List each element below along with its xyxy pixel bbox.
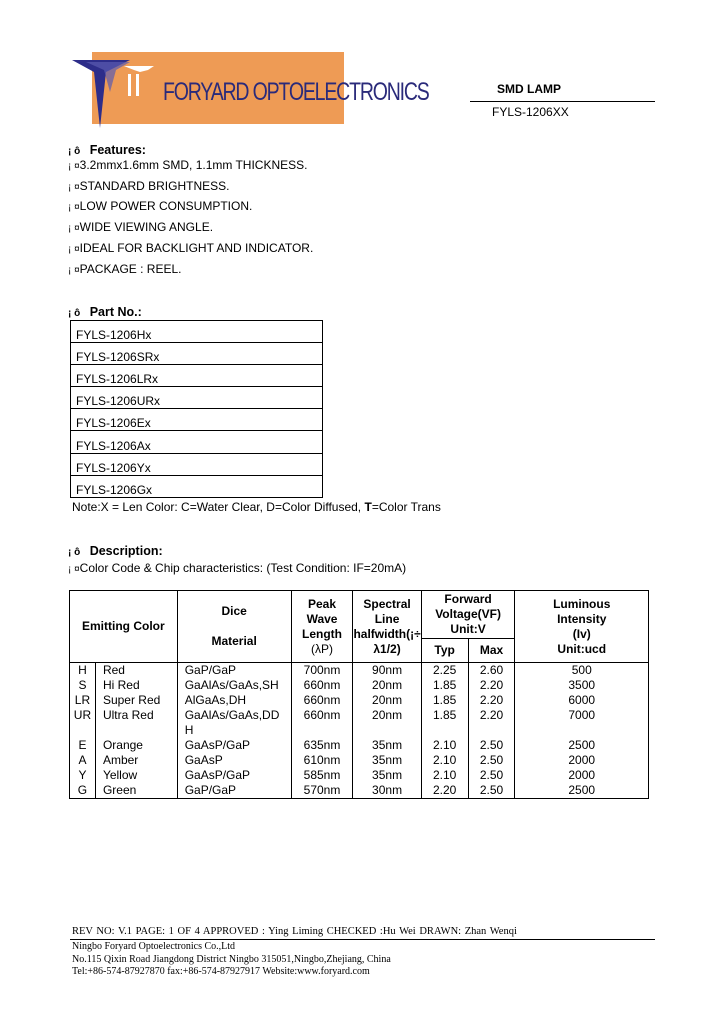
- table-row: [71, 387, 323, 409]
- luminous-intensity: 3500: [515, 678, 649, 693]
- peak-wavelength: 700nm: [291, 663, 353, 679]
- vf-max: 2.50: [468, 783, 515, 799]
- luminous-intensity: 2000: [515, 753, 649, 768]
- dice-material: GaAsP/GaP: [177, 738, 291, 753]
- spectral-halfwidth: 35nm: [353, 768, 421, 783]
- vf-typ: 2.20: [421, 783, 468, 799]
- part-number: FYLS-1206SRx: [71, 343, 323, 365]
- logo-emblem-blue: [72, 60, 130, 128]
- spectral-halfwidth: 20nm: [353, 708, 421, 738]
- vf-max: 2.50: [468, 738, 515, 753]
- revision-line: REV NO: V.1 PAGE: 1 OF 4 APPROVED : Ying Liming CHECKED :Hu Wei DRAWN: Zhan Wenqi: [72, 926, 517, 937]
- feature-item: ¡ ¤3.2mmx1.6mm SMD, 1.1mm THICKNESS.: [68, 158, 308, 172]
- company-name: FORYARD OPTOELECTRONICS: [163, 78, 429, 106]
- footer-divider: [70, 939, 655, 940]
- vf-max: 2.20: [468, 678, 515, 693]
- features-title: Features:: [89, 143, 146, 157]
- table-row: [71, 409, 323, 431]
- part-number-table: [70, 320, 323, 498]
- vf-max: 2.20: [468, 708, 515, 738]
- part-number: FYLS-1206Ax: [71, 431, 323, 453]
- luminous-intensity: 7000: [515, 708, 649, 738]
- feature-item: ¡ ¤WIDE VIEWING ANGLE.: [68, 220, 214, 234]
- part-number: FYLS-1206Ex: [71, 409, 323, 431]
- header-spectral: Spectral Line halfwidth(¡÷ λ1/2): [353, 591, 421, 663]
- header-emitting-color: Emitting Color: [70, 591, 178, 663]
- header-max: Max: [468, 639, 515, 663]
- footer-contact: Tel:+86-574-87927870 fax:+86-574-87927917 Website:www.foryard.com: [72, 966, 370, 977]
- footer-street: No.115 Qixin Road Jiangdong District Ningbo 315051,Ningbo,Zhejiang, China: [72, 953, 391, 965]
- table-header-row: [70, 591, 649, 639]
- luminous-intensity: 2500: [515, 738, 649, 753]
- color-name: Yellow: [95, 768, 177, 783]
- spectral-halfwidth: 20nm: [353, 678, 421, 693]
- logo-emblem-bar-2: [136, 74, 139, 96]
- table-row: [71, 321, 323, 343]
- lens-color-note: Note:X = Len Color: C=Water Clear, D=Color Diffused, T=Color Trans: [72, 500, 441, 514]
- peak-wavelength: 570nm: [291, 783, 353, 799]
- color-name: Super Red: [95, 693, 177, 708]
- dice-material: GaP/GaP: [177, 783, 291, 799]
- color-name: Amber: [95, 753, 177, 768]
- color-code: UR: [73, 708, 92, 722]
- spectral-halfwidth: 30nm: [353, 783, 421, 799]
- vf-typ: 2.25: [421, 663, 468, 679]
- luminous-intensity: 500: [515, 663, 649, 679]
- color-code: A: [78, 753, 87, 767]
- section-marker: ¡ ô: [68, 547, 81, 558]
- luminous-intensity: 2500: [515, 783, 649, 799]
- color-name: Red: [95, 663, 177, 679]
- color-code: Y: [78, 768, 87, 782]
- vf-typ: 1.85: [421, 708, 468, 738]
- peak-wavelength: 660nm: [291, 693, 353, 708]
- part-number: FYLS-1206Hx: [71, 321, 323, 343]
- vf-typ: 2.10: [421, 768, 468, 783]
- color-name: Hi Red: [95, 678, 177, 693]
- spec-table-body: [69, 662, 649, 799]
- dice-material: GaAlAs/GaAs,SH: [177, 678, 291, 693]
- peak-wavelength: 635nm: [291, 738, 353, 753]
- color-code: H: [70, 663, 96, 679]
- color-name: Orange: [95, 738, 177, 753]
- header-peak-wave: Peak Wave Length (λP): [291, 591, 353, 663]
- peak-wavelength: 660nm: [291, 708, 353, 738]
- description-subtitle: ¡ ¤Color Code & Chip characteristics: (Test Condition: IF=20mA): [68, 561, 407, 575]
- luminous-intensity: 6000: [515, 693, 649, 708]
- color-code: G: [70, 783, 96, 799]
- peak-wavelength: 660nm: [291, 678, 353, 693]
- color-name: Ultra Red: [95, 708, 177, 738]
- footer-company: Ningbo Foryard Optoelectronics Co.,Ltd: [72, 941, 236, 952]
- table-row: [71, 343, 323, 365]
- color-code: E: [78, 738, 87, 752]
- header-luminous: Luminous Intensity (Iv) Unit:ucd: [515, 591, 649, 663]
- part-series: FYLS-1206XX: [492, 105, 569, 119]
- dice-material: GaAlAs/GaAs,DD H: [177, 708, 291, 738]
- header-forward-voltage: Forward Voltage(VF) Unit:V: [421, 591, 515, 639]
- description-heading: [68, 544, 163, 558]
- color-code: S: [78, 678, 87, 692]
- table-row: [71, 365, 323, 387]
- vf-typ: 1.85: [421, 678, 468, 693]
- logo-emblem: [70, 52, 170, 128]
- dice-material: GaAsP/GaP: [177, 768, 291, 783]
- dice-material: GaP/GaP: [177, 663, 291, 679]
- part-no-title: Part No.:: [89, 305, 142, 319]
- peak-wavelength: 585nm: [291, 768, 353, 783]
- part-no-heading: [68, 305, 142, 319]
- peak-wavelength: 610nm: [291, 753, 353, 768]
- feature-item: ¡ ¤LOW POWER CONSUMPTION.: [68, 199, 253, 213]
- feature-item: ¡ ¤STANDARD BRIGHTNESS.: [68, 179, 230, 193]
- part-number: FYLS-1206Gx: [76, 482, 153, 497]
- spectral-halfwidth: 20nm: [353, 693, 421, 708]
- section-marker: ¡ ô: [68, 308, 81, 319]
- features-heading: [68, 143, 146, 157]
- feature-item: ¡ ¤IDEAL FOR BACKLIGHT AND INDICATOR.: [68, 241, 314, 255]
- logo-emblem-white: [124, 66, 154, 72]
- header-dice-material: Dice Material: [177, 591, 291, 663]
- dice-material: GaAsP: [177, 753, 291, 768]
- table-row: [71, 475, 323, 497]
- footer-address: [72, 941, 391, 979]
- table-row: [71, 453, 323, 475]
- header-divider: [470, 101, 655, 102]
- part-number: FYLS-1206LRx: [71, 365, 323, 387]
- feature-item: ¡ ¤PACKAGE : REEL.: [68, 262, 182, 276]
- section-marker: ¡ ô: [68, 146, 81, 157]
- header-typ: Typ: [421, 639, 468, 663]
- part-number: FYLS-1206URx: [71, 387, 323, 409]
- vf-typ: 1.85: [421, 693, 468, 708]
- vf-typ: 2.10: [421, 753, 468, 768]
- dice-material: AlGaAs,DH: [177, 693, 291, 708]
- part-number: FYLS-1206Yx: [71, 453, 323, 475]
- description-title: Description:: [89, 544, 163, 558]
- vf-max: 2.20: [468, 693, 515, 708]
- spectral-halfwidth: 35nm: [353, 753, 421, 768]
- vf-max: 2.50: [468, 768, 515, 783]
- vf-max: 2.50: [468, 753, 515, 768]
- luminous-intensity: 2000: [515, 768, 649, 783]
- vf-typ: 2.10: [421, 738, 468, 753]
- spectral-halfwidth: 35nm: [353, 738, 421, 753]
- color-code: LR: [74, 693, 91, 707]
- logo-emblem-bar-1: [128, 74, 131, 96]
- table-row: [71, 431, 323, 453]
- document-title: SMD LAMP: [497, 82, 561, 96]
- vf-max: 2.60: [468, 663, 515, 679]
- spectral-halfwidth: 90nm: [353, 663, 421, 679]
- color-name: Green: [95, 783, 177, 799]
